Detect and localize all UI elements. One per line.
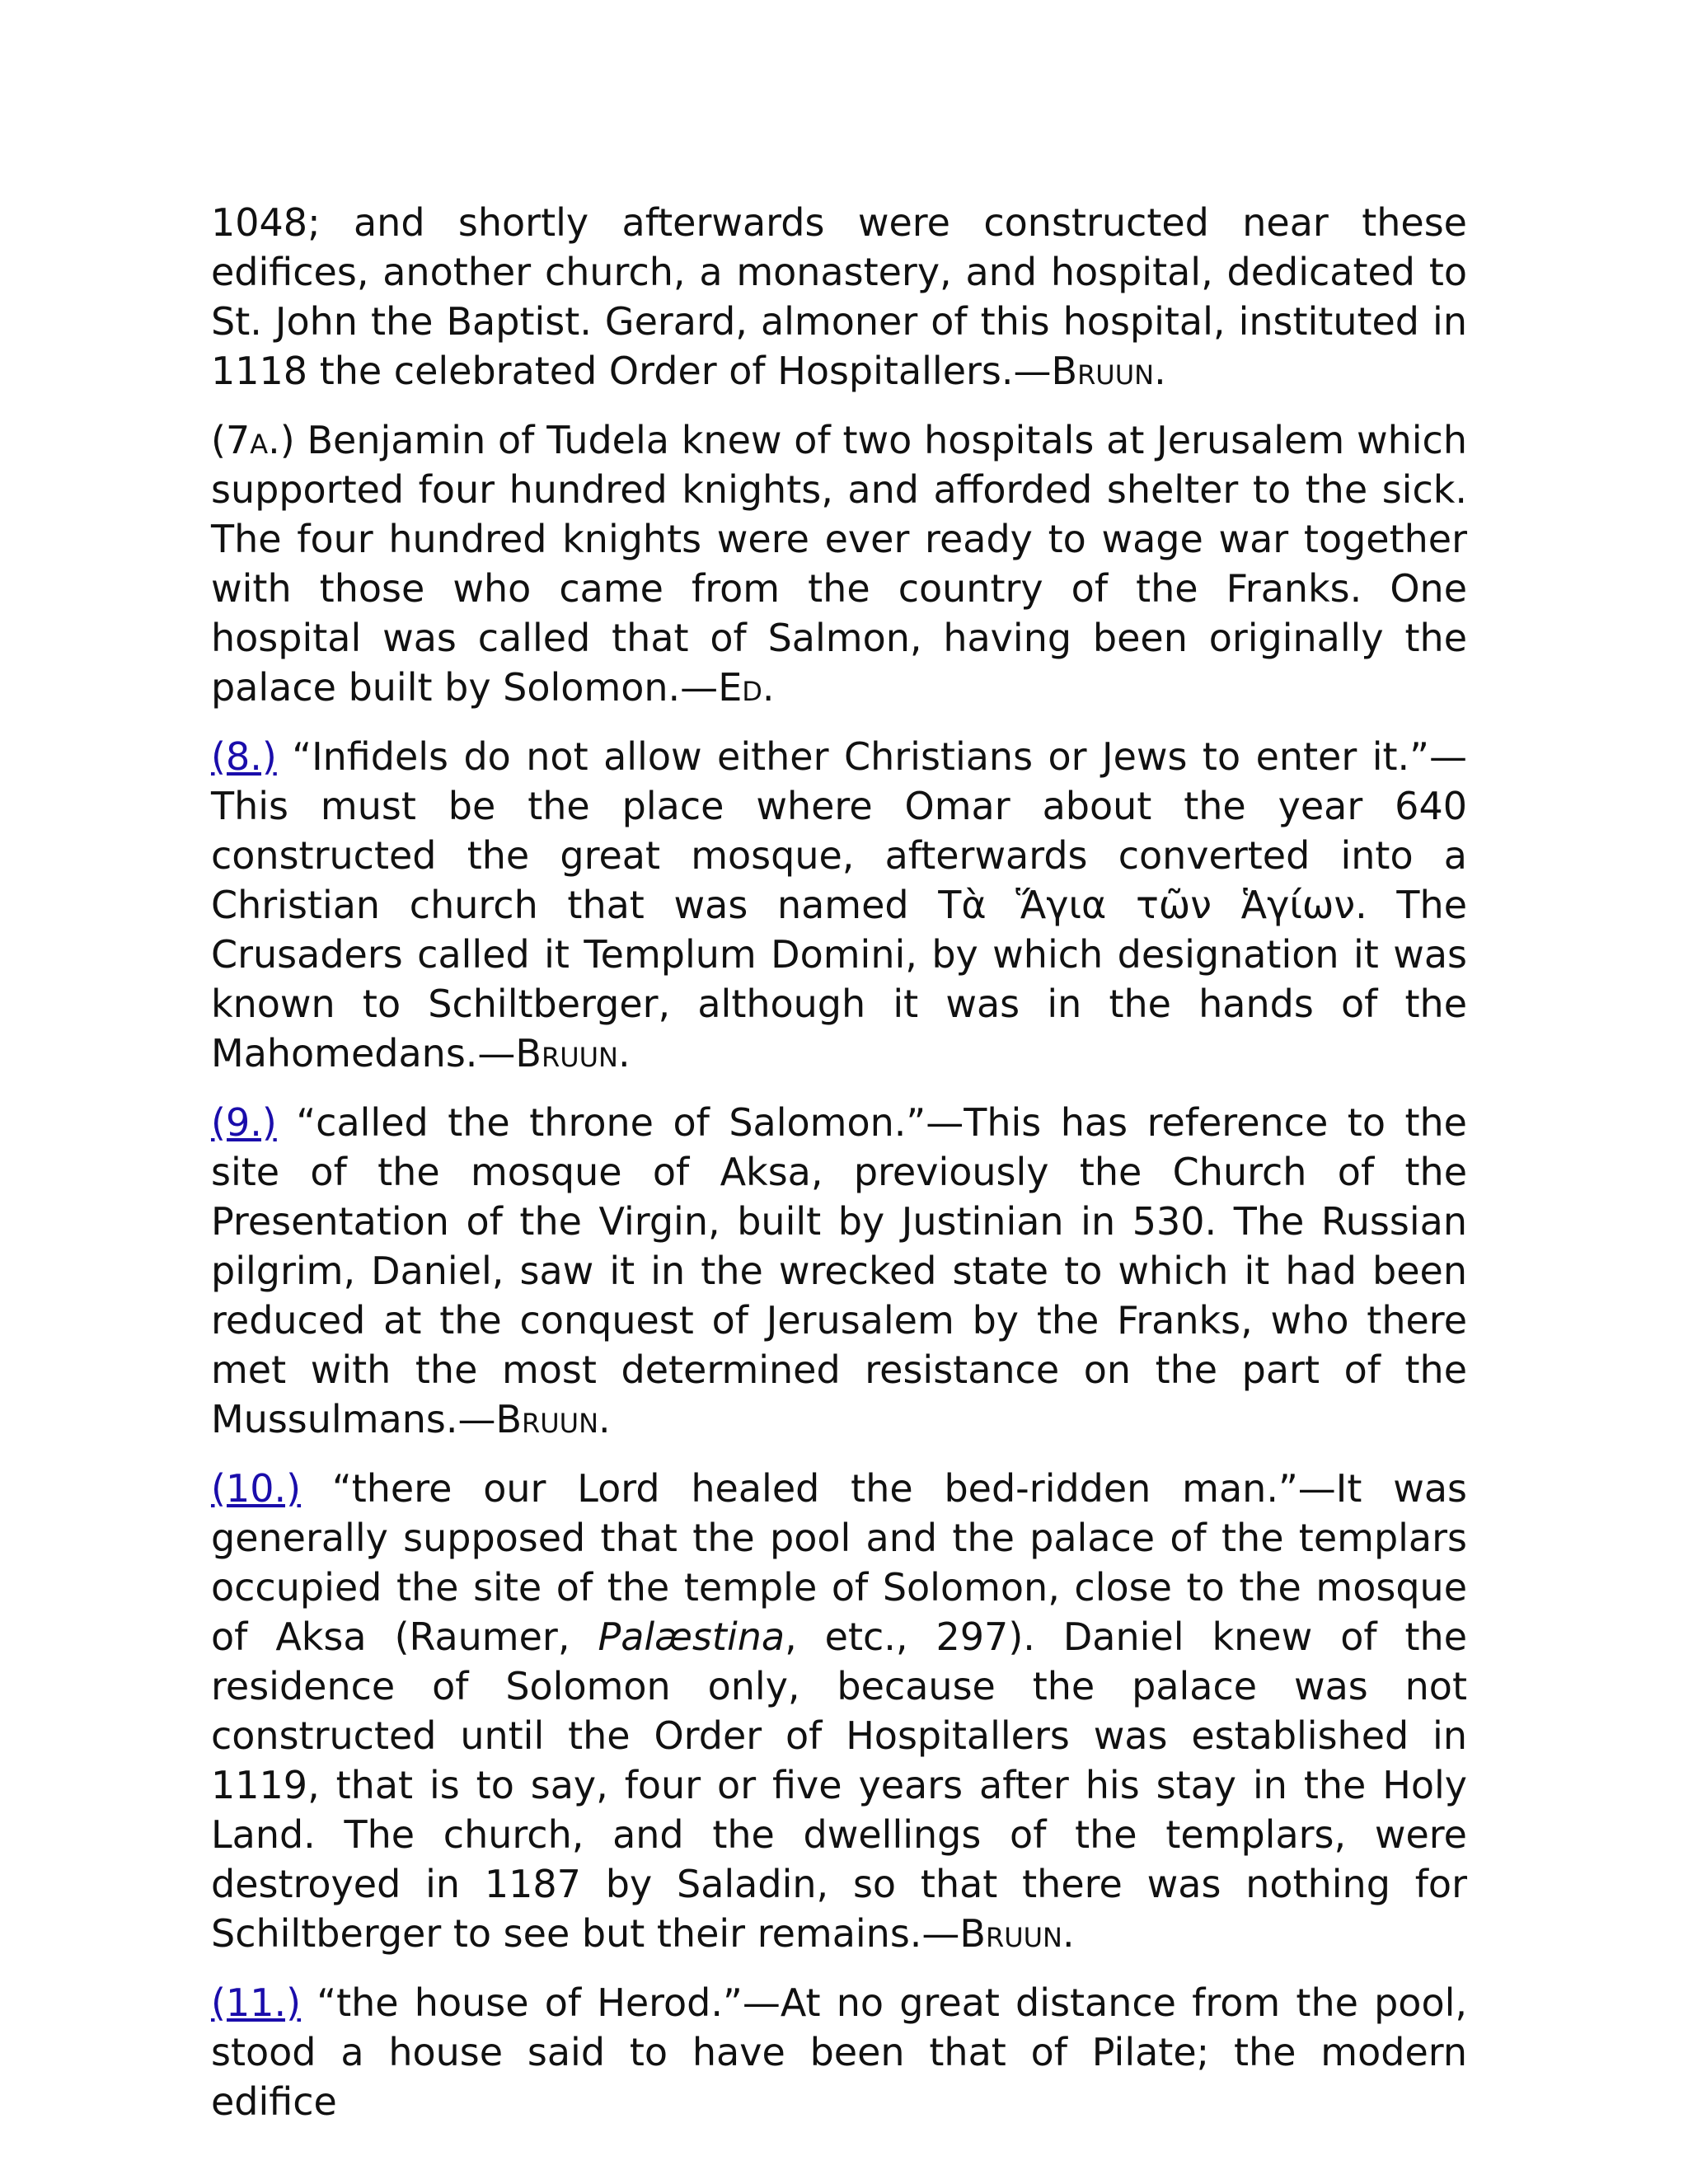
note-italic-title: Palæstina bbox=[598, 1615, 785, 1659]
document-page bbox=[211, 198, 1467, 2146]
note-10: (10.) “there our Lord healed the bed-ridden man.”—It was generally supposed that the pool and the palace of the templars occupied the site of the temple of Solomon, close to the mosque of Aksa (Raumer, Palæstina, etc., 297). Daniel knew of the residence of Solomon only, because the palace was not constructed until the Order of Hospitallers was established in 1119, that is to say, four or five years after his stay in the Holy Land. The church, and the dwellings of the templars, were destroyed in 1187 by Saladin, so that there was nothing for Schiltberger to see but their remains.—Bruun. bbox=[211, 1466, 1468, 1956]
note-text: , etc., 297). Daniel knew of the residence of Solomon only, because the palace was not constructed until the Order of Hospitallers was established in 1119, that is to say, four or five years after his stay in the Holy Land. The church, and the dwellings of the templars, were destroyed in 1187 by Saladin, so that there was nothing for Schiltberger to see but their remains.— bbox=[211, 1615, 1468, 1956]
note-text: “the house of Herod.”—At no great distance from the pool, stood a house said to have been that of Pilate; the modern edifice bbox=[211, 1980, 1467, 2124]
note-7a: (7a.) Benjamin of Tudela knew of two hospitals at Jerusalem which supported four hundred knights, and afforded shelter to the sick. The four hundred knights were ever ready to wage war together with those who came from the country of the Franks. One hospital was called that of Salmon, having been originally the palace built by Solomon.—Ed. bbox=[211, 418, 1467, 710]
note-text: “there our Lord healed the bed-ridden man.”—It was generally supposed that the pool and the palace of the templars occupied the site of the temple of Solomon, close to the mosque of Aksa (Raumer, bbox=[211, 1466, 1467, 1659]
note-11 bbox=[211, 1978, 1467, 2126]
note-continuation: 1048; and shortly afterwards were constructed near these edifices, another church, a monastery, and hospital, dedicated to St. John the Baptist. Gerard, almoner of this hospital, instituted in 1118 the celebrated Order of Hospitallers.—Bruun. bbox=[211, 200, 1467, 393]
note-9: (9.) “called the throne of Salomon.”—This has reference to the site of the mosque of Aksa, previously the Church of the Presentation of the Virgin, built by Justinian in 530. The Russian pilgrim, Daniel, saw it in the wrecked state to which it had been reduced at the conquest of Jerusalem by the Franks, who there met with the most determined resistance on the part of the Mussulmans.—Bruun. bbox=[211, 1100, 1467, 1441]
note-ref-link-10[interactable]: (10.) bbox=[211, 1466, 302, 1511]
note-ref-link-9[interactable]: (9.) bbox=[211, 1100, 277, 1145]
note-text: “Infidels do not allow either Christians or Jews to enter it.”—This must be the place where Omar about the year 640 constructed the great mosque, afterwards converted into a Christian church that was named Τὰ Ἅγια τῶν Ἁγίων. The Crusaders called it Templum Domini, by which designation it was known to Schiltberger, although it was in the hands of the Mahomedans.— bbox=[211, 734, 1467, 1076]
note-author: Bruun bbox=[495, 1397, 599, 1441]
note-text: “called the throne of Salomon.”—This has reference to the site of the mosque of Aksa, previously the Church of the Presentation of the Virgin, built by Justinian in 530. The Russian pilgrim, Daniel, saw it in the wrecked state to which it had been reduced at the conquest of Jerusalem by the Franks, who there met with the most determined resistance on the part of the Mussulmans.— bbox=[211, 1100, 1467, 1441]
note-ref-link-11[interactable]: (11.) bbox=[211, 1980, 302, 2025]
note-8: (8.) “Infidels do not allow either Christians or Jews to enter it.”—This must be the place where Omar about the year 640 constructed the great mosque, afterwards converted into a Christian church that was named Τὰ Ἅγια τῶν Ἁγίων. The Crusaders called it Templum Domini, by which designation it was known to Schiltberger, although it was in the hands of the Mahomedans.—Bruun. bbox=[211, 734, 1467, 1076]
note-author: Bruun bbox=[959, 1911, 1062, 1956]
note-author: Bruun bbox=[515, 1031, 618, 1076]
note-label: (7 bbox=[211, 418, 251, 462]
note-author: Bruun bbox=[1051, 349, 1155, 393]
note-author: Ed bbox=[718, 665, 762, 710]
note-ref-link-8[interactable]: (8.) bbox=[211, 734, 277, 779]
note-text: .) Benjamin of Tudela knew of two hospitals at Jerusalem which supported four hundred knights, and afforded shelter to the sick. The four hundred knights were ever ready to wage war together with those who came from the country of the Franks. One hospital was called that of Salmon, having been originally the palace built by Solomon.— bbox=[211, 418, 1467, 710]
note-text: 1048; and shortly afterwards were constructed near these edifices, another church, a monastery, and hospital, dedicated to St. John the Baptist. Gerard, almoner of this hospital, instituted in 1118 the celebrated Order of Hospitallers.— bbox=[211, 200, 1467, 393]
